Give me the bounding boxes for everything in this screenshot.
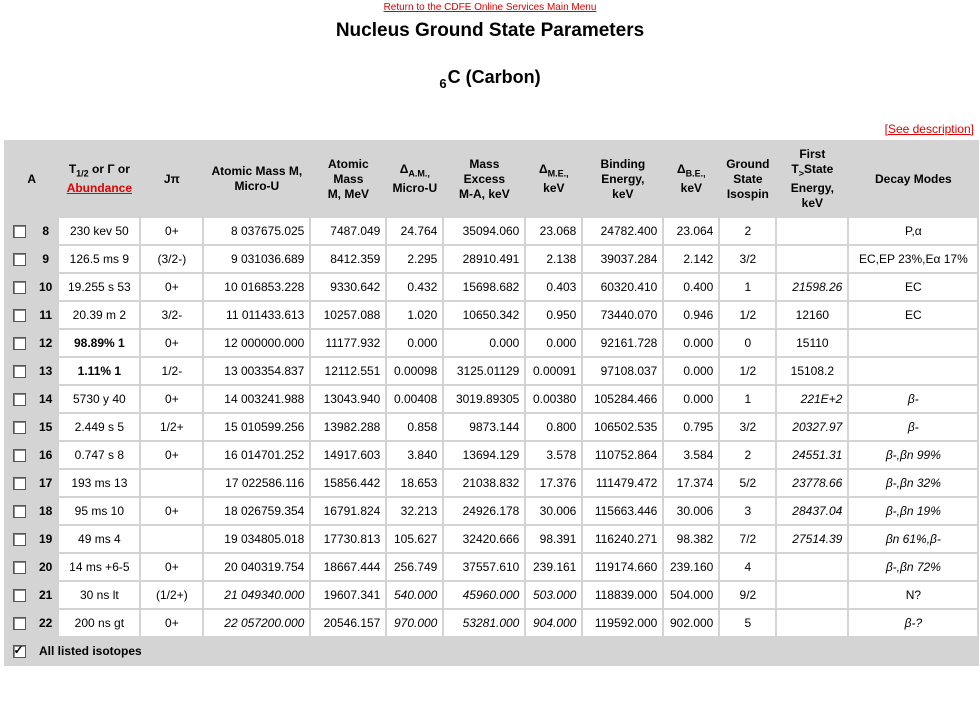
delta-am-cell: 2.295 [386, 245, 443, 273]
table-header-row [5, 141, 978, 217]
binding-energy-cell: 105284.466 [582, 385, 663, 413]
decay-modes-cell: β-,βn 19% [848, 497, 978, 525]
atomic-mass-u-cell: 13 003354.837 [203, 357, 310, 385]
mass-excess-cell: 21038.832 [443, 469, 525, 497]
all-isotopes-checkbox[interactable] [13, 645, 26, 658]
header-jpi: Jπ [140, 141, 203, 217]
mass-excess-cell: 32420.666 [443, 525, 525, 553]
delta-be-cell: 0.946 [663, 301, 719, 329]
mass-number-cell: 12 [33, 329, 58, 357]
mass-excess-cell: 13694.129 [443, 441, 525, 469]
delta-me-cell: 0.950 [525, 301, 582, 329]
mass-number-cell: 9 [33, 245, 58, 273]
delta-am-cell: 0.00408 [386, 385, 443, 413]
delta-me-cell: 23.068 [525, 217, 582, 245]
atomic-mass-u-cell: 9 031036.689 [203, 245, 310, 273]
delta-be-cell: 0.400 [663, 273, 719, 301]
decay-modes-cell [848, 329, 978, 357]
description-link-wrap: [See description] [884, 122, 974, 136]
header-mass-excess: Mass Excess M-A, keV [443, 141, 525, 217]
tstate-cell: 28437.04 [776, 497, 848, 525]
table-row [5, 441, 978, 469]
jpi-cell: 1/2- [140, 357, 203, 385]
jpi-cell: 0+ [140, 217, 203, 245]
delta-am-cell: 0.858 [386, 413, 443, 441]
isospin-cell: 4 [719, 553, 776, 581]
atomic-mass-mev-cell: 11177.932 [310, 329, 386, 357]
delta-am-cell: 540.000 [386, 581, 443, 609]
tstate-cell: 12160 [776, 301, 848, 329]
atomic-mass-mev-cell: 10257.088 [310, 301, 386, 329]
atomic-mass-mev-cell: 7487.049 [310, 217, 386, 245]
atomic-number: 6 [439, 76, 447, 91]
header-atomic-mass-mev: Atomic Mass M, MeV [310, 141, 386, 217]
tstate-cell: 221E+2 [776, 385, 848, 413]
mass-excess-cell: 3019.89305 [443, 385, 525, 413]
binding-energy-cell: 39037.284 [582, 245, 663, 273]
delta-am-cell: 24.764 [386, 217, 443, 245]
atomic-mass-u-cell: 17 022586.116 [203, 469, 310, 497]
tstate-cell: 15110 [776, 329, 848, 357]
atomic-mass-u-cell: 15 010599.256 [203, 413, 310, 441]
decay-modes-cell: β-? [848, 609, 978, 637]
mass-number-cell: 16 [33, 441, 58, 469]
table-row [5, 413, 978, 441]
halflife-cell: 5730 y 40 [58, 385, 140, 413]
delta-me-cell: 0.00091 [525, 357, 582, 385]
delta-be-cell: 23.064 [663, 217, 719, 245]
atomic-mass-mev-cell: 19607.341 [310, 581, 386, 609]
binding-energy-cell: 118839.000 [582, 581, 663, 609]
mass-excess-cell: 15698.682 [443, 273, 525, 301]
element-name: C (Carbon) [447, 67, 541, 87]
binding-energy-cell: 110752.864 [582, 441, 663, 469]
delta-am-cell: 0.00098 [386, 357, 443, 385]
isospin-cell: 1/2 [719, 301, 776, 329]
element-heading [0, 67, 980, 91]
mass-excess-cell: 35094.060 [443, 217, 525, 245]
halflife-cell: 19.255 s 53 [58, 273, 140, 301]
decay-modes-cell [848, 357, 978, 385]
row-checkbox-cell [5, 553, 33, 581]
delta-be-cell: 504.000 [663, 581, 719, 609]
mass-excess-cell: 24926.178 [443, 497, 525, 525]
decay-modes-cell: P,α [848, 217, 978, 245]
row-checkbox[interactable] [13, 309, 26, 322]
binding-energy-cell: 106502.535 [582, 413, 663, 441]
halflife-cell: 98.89% 1 [58, 329, 140, 357]
atomic-mass-u-cell: 16 014701.252 [203, 441, 310, 469]
decay-modes-cell: βn 61%,β- [848, 525, 978, 553]
delta-be-cell: 0.000 [663, 385, 719, 413]
mass-excess-cell: 3125.01129 [443, 357, 525, 385]
atomic-mass-u-cell: 18 026759.354 [203, 497, 310, 525]
isospin-cell: 1/2 [719, 357, 776, 385]
delta-me-cell: 17.376 [525, 469, 582, 497]
mass-number-cell: 14 [33, 385, 58, 413]
table-row [5, 469, 978, 497]
all-isotopes-checkbox-cell [5, 637, 33, 665]
header-binding-energy: Binding Energy, keV [582, 141, 663, 217]
isospin-cell: 1 [719, 273, 776, 301]
isospin-cell: 9/2 [719, 581, 776, 609]
mass-number-cell: 22 [33, 609, 58, 637]
mass-number-cell: 19 [33, 525, 58, 553]
atomic-mass-u-cell: 11 011433.613 [203, 301, 310, 329]
halflife-cell: 0.747 s 8 [58, 441, 140, 469]
table-row [5, 245, 978, 273]
table-row [5, 581, 978, 609]
row-checkbox[interactable] [13, 617, 26, 630]
tstate-cell [776, 581, 848, 609]
binding-energy-cell: 116240.271 [582, 525, 663, 553]
jpi-cell: 1/2+ [140, 413, 203, 441]
delta-be-cell: 0.000 [663, 329, 719, 357]
atomic-mass-u-cell: 22 057200.000 [203, 609, 310, 637]
tstate-cell [776, 553, 848, 581]
binding-energy-cell: 111479.472 [582, 469, 663, 497]
delta-be-cell: 2.142 [663, 245, 719, 273]
mass-number-cell: 20 [33, 553, 58, 581]
header-atomic-mass-u: Atomic Mass M, Micro-U [203, 141, 310, 217]
row-checkbox-cell [5, 385, 33, 413]
atomic-mass-mev-cell: 9330.642 [310, 273, 386, 301]
delta-am-cell: 1.020 [386, 301, 443, 329]
jpi-cell: (3/2-) [140, 245, 203, 273]
atomic-mass-u-cell: 8 037675.025 [203, 217, 310, 245]
header-decay-modes: Decay Modes [848, 141, 978, 217]
binding-energy-cell: 24782.400 [582, 217, 663, 245]
delta-me-cell: 0.403 [525, 273, 582, 301]
row-checkbox-cell [5, 469, 33, 497]
binding-energy-cell: 60320.410 [582, 273, 663, 301]
isospin-cell: 5/2 [719, 469, 776, 497]
delta-be-cell: 30.006 [663, 497, 719, 525]
atomic-mass-u-cell: 20 040319.754 [203, 553, 310, 581]
jpi-cell: 0+ [140, 609, 203, 637]
tstate-cell: 23778.66 [776, 469, 848, 497]
delta-me-cell: 30.006 [525, 497, 582, 525]
jpi-cell: 0+ [140, 441, 203, 469]
binding-energy-cell: 119592.000 [582, 609, 663, 637]
delta-am-cell: 0.000 [386, 329, 443, 357]
halflife-cell: 200 ns gt [58, 609, 140, 637]
delta-am-cell: 32.213 [386, 497, 443, 525]
delta-am-cell: 970.000 [386, 609, 443, 637]
delta-me-cell: 503.000 [525, 581, 582, 609]
tstate-cell: 24551.31 [776, 441, 848, 469]
mass-number-cell: 11 [33, 301, 58, 329]
decay-modes-cell: β-,βn 32% [848, 469, 978, 497]
table-row [5, 525, 978, 553]
delta-me-cell: 904.000 [525, 609, 582, 637]
isospin-cell: 7/2 [719, 525, 776, 553]
jpi-cell: (1/2+) [140, 581, 203, 609]
atomic-mass-mev-cell: 8412.359 [310, 245, 386, 273]
row-checkbox[interactable] [13, 281, 26, 294]
delta-am-cell: 256.749 [386, 553, 443, 581]
delta-me-cell: 2.138 [525, 245, 582, 273]
table-row [5, 329, 978, 357]
isospin-cell: 2 [719, 441, 776, 469]
table-row [5, 301, 978, 329]
jpi-cell [140, 469, 203, 497]
tstate-cell: 21598.26 [776, 273, 848, 301]
atomic-mass-mev-cell: 17730.813 [310, 525, 386, 553]
tstate-cell: 20327.97 [776, 413, 848, 441]
header-delta-be: $\Delta_{B.E.,}$ keV [663, 141, 719, 217]
halflife-cell: 193 ms 13 [58, 469, 140, 497]
mass-excess-cell: 0.000 [443, 329, 525, 357]
delta-me-cell: 0.800 [525, 413, 582, 441]
row-checkbox[interactable] [13, 589, 26, 602]
tstate-cell: 27514.39 [776, 525, 848, 553]
abundance-link[interactable]: Abundance [66, 181, 133, 196]
tstate-cell: 15108.2 [776, 357, 848, 385]
row-checkbox-cell [5, 217, 33, 245]
delta-am-cell: 18.653 [386, 469, 443, 497]
halflife-cell: 2.449 s 5 [58, 413, 140, 441]
halflife-cell: 14 ms +6-5 [58, 553, 140, 581]
mass-number-cell: 13 [33, 357, 58, 385]
header-tstate: First $T_>State$ Energy, keV [776, 141, 848, 217]
halflife-cell: 126.5 ms 9 [58, 245, 140, 273]
delta-be-cell: 0.000 [663, 357, 719, 385]
binding-energy-cell: 92161.728 [582, 329, 663, 357]
atomic-mass-u-cell: 19 034805.018 [203, 525, 310, 553]
main-menu-link[interactable]: Return to the CDFE Online Services Main Menu [383, 2, 597, 13]
mass-excess-cell: 45960.000 [443, 581, 525, 609]
table-row [5, 357, 978, 385]
mass-excess-cell: 9873.144 [443, 413, 525, 441]
header-delta-me: $\Delta_{M.E.,}$ keV [525, 141, 582, 217]
table-row [5, 497, 978, 525]
row-checkbox-cell [5, 413, 33, 441]
isospin-cell: 0 [719, 329, 776, 357]
isospin-cell: 1 [719, 385, 776, 413]
decay-modes-cell: EC,EP 23%,Eα 17% [848, 245, 978, 273]
row-checkbox[interactable] [13, 421, 26, 434]
delta-me-cell: 239.161 [525, 553, 582, 581]
tstate-cell [776, 245, 848, 273]
row-checkbox[interactable] [13, 393, 26, 406]
atomic-mass-u-cell: 21 049340.000 [203, 581, 310, 609]
delta-me-cell: 3.578 [525, 441, 582, 469]
delta-be-cell: 3.584 [663, 441, 719, 469]
row-checkbox[interactable] [13, 533, 26, 546]
jpi-cell [140, 525, 203, 553]
jpi-cell: 0+ [140, 385, 203, 413]
atomic-mass-mev-cell: 15856.442 [310, 469, 386, 497]
jpi-cell: 0+ [140, 329, 203, 357]
isospin-cell: 5 [719, 609, 776, 637]
mass-excess-cell: 53281.000 [443, 609, 525, 637]
halflife-cell: 230 kev 50 [58, 217, 140, 245]
row-checkbox-cell [5, 301, 33, 329]
atomic-mass-u-cell: 10 016853.228 [203, 273, 310, 301]
binding-energy-cell: 115663.446 [582, 497, 663, 525]
mass-excess-cell: 37557.610 [443, 553, 525, 581]
header-isospin: Ground State Isospin [719, 141, 776, 217]
row-checkbox[interactable] [13, 365, 26, 378]
delta-be-cell: 902.000 [663, 609, 719, 637]
mass-number-cell: 18 [33, 497, 58, 525]
halflife-cell: 30 ns lt [58, 581, 140, 609]
atomic-mass-mev-cell: 20546.157 [310, 609, 386, 637]
decay-modes-cell: β-,βn 72% [848, 553, 978, 581]
atomic-mass-u-cell: 14 003241.988 [203, 385, 310, 413]
decay-modes-cell: EC [848, 301, 978, 329]
binding-energy-cell: 97108.037 [582, 357, 663, 385]
mass-excess-cell: 10650.342 [443, 301, 525, 329]
delta-be-cell: 17.374 [663, 469, 719, 497]
tstate-cell [776, 217, 848, 245]
table-row [5, 385, 978, 413]
header-a: A [5, 141, 58, 217]
row-checkbox[interactable] [13, 561, 26, 574]
atomic-mass-mev-cell: 18667.444 [310, 553, 386, 581]
header-halflife: $T_{1/2}$ or Γ or Abundance [58, 141, 140, 217]
delta-me-cell: 98.391 [525, 525, 582, 553]
row-checkbox-cell [5, 525, 33, 553]
jpi-cell: 3/2- [140, 301, 203, 329]
mass-number-cell: 8 [33, 217, 58, 245]
table-row [5, 217, 978, 245]
row-checkbox[interactable] [13, 505, 26, 518]
isospin-cell: 3/2 [719, 413, 776, 441]
mass-number-cell: 10 [33, 273, 58, 301]
row-checkbox[interactable] [13, 337, 26, 350]
row-checkbox[interactable] [13, 449, 26, 462]
row-checkbox-cell [5, 609, 33, 637]
delta-me-cell: 0.000 [525, 329, 582, 357]
row-checkbox-cell [5, 357, 33, 385]
table-row [5, 553, 978, 581]
delta-am-cell: 3.840 [386, 441, 443, 469]
atomic-mass-mev-cell: 16791.824 [310, 497, 386, 525]
row-checkbox-cell [5, 581, 33, 609]
halflife-cell: 1.11% 1 [58, 357, 140, 385]
table-row [5, 273, 978, 301]
mass-number-cell: 15 [33, 413, 58, 441]
all-isotopes-row [5, 637, 978, 665]
description-link[interactable]: See description [887, 122, 971, 136]
row-checkbox-cell [5, 441, 33, 469]
atomic-mass-mev-cell: 13043.940 [310, 385, 386, 413]
mass-number-cell: 21 [33, 581, 58, 609]
delta-am-cell: 0.432 [386, 273, 443, 301]
decay-modes-cell: EC [848, 273, 978, 301]
header-delta-am: $\Delta_{A.M.,}$ Micro-U [386, 141, 443, 217]
row-checkbox-cell [5, 329, 33, 357]
decay-modes-cell: β- [848, 413, 978, 441]
mass-number-cell: 17 [33, 469, 58, 497]
atomic-mass-mev-cell: 14917.603 [310, 441, 386, 469]
atomic-mass-mev-cell: 12112.551 [310, 357, 386, 385]
row-checkbox[interactable] [13, 477, 26, 490]
jpi-cell: 0+ [140, 497, 203, 525]
isospin-cell: 2 [719, 217, 776, 245]
halflife-cell: 20.39 m 2 [58, 301, 140, 329]
isospin-cell: 3 [719, 497, 776, 525]
row-checkbox-cell [5, 273, 33, 301]
halflife-cell: 49 ms 4 [58, 525, 140, 553]
tstate-cell [776, 609, 848, 637]
binding-energy-cell: 119174.660 [582, 553, 663, 581]
page-title: Nucleus Ground State Parameters [335, 20, 645, 41]
row-checkbox[interactable] [13, 225, 26, 238]
atomic-mass-u-cell: 12 000000.000 [203, 329, 310, 357]
delta-be-cell: 0.795 [663, 413, 719, 441]
delta-be-cell: 98.382 [663, 525, 719, 553]
all-isotopes-label: All listed isotopes [33, 637, 978, 665]
row-checkbox-cell [5, 497, 33, 525]
isospin-cell: 3/2 [719, 245, 776, 273]
delta-am-cell: 105.627 [386, 525, 443, 553]
jpi-cell: 0+ [140, 553, 203, 581]
halflife-cell: 95 ms 10 [58, 497, 140, 525]
atomic-mass-mev-cell: 13982.288 [310, 413, 386, 441]
binding-energy-cell: 73440.070 [582, 301, 663, 329]
decay-modes-cell: N? [848, 581, 978, 609]
decay-modes-cell: β- [848, 385, 978, 413]
table-row [5, 609, 978, 637]
delta-me-cell: 0.00380 [525, 385, 582, 413]
isotope-table [4, 140, 979, 666]
row-checkbox-cell [5, 245, 33, 273]
row-checkbox[interactable] [13, 253, 26, 266]
jpi-cell: 0+ [140, 273, 203, 301]
decay-modes-cell: β-,βn 99% [848, 441, 978, 469]
delta-be-cell: 239.160 [663, 553, 719, 581]
mass-excess-cell: 28910.491 [443, 245, 525, 273]
